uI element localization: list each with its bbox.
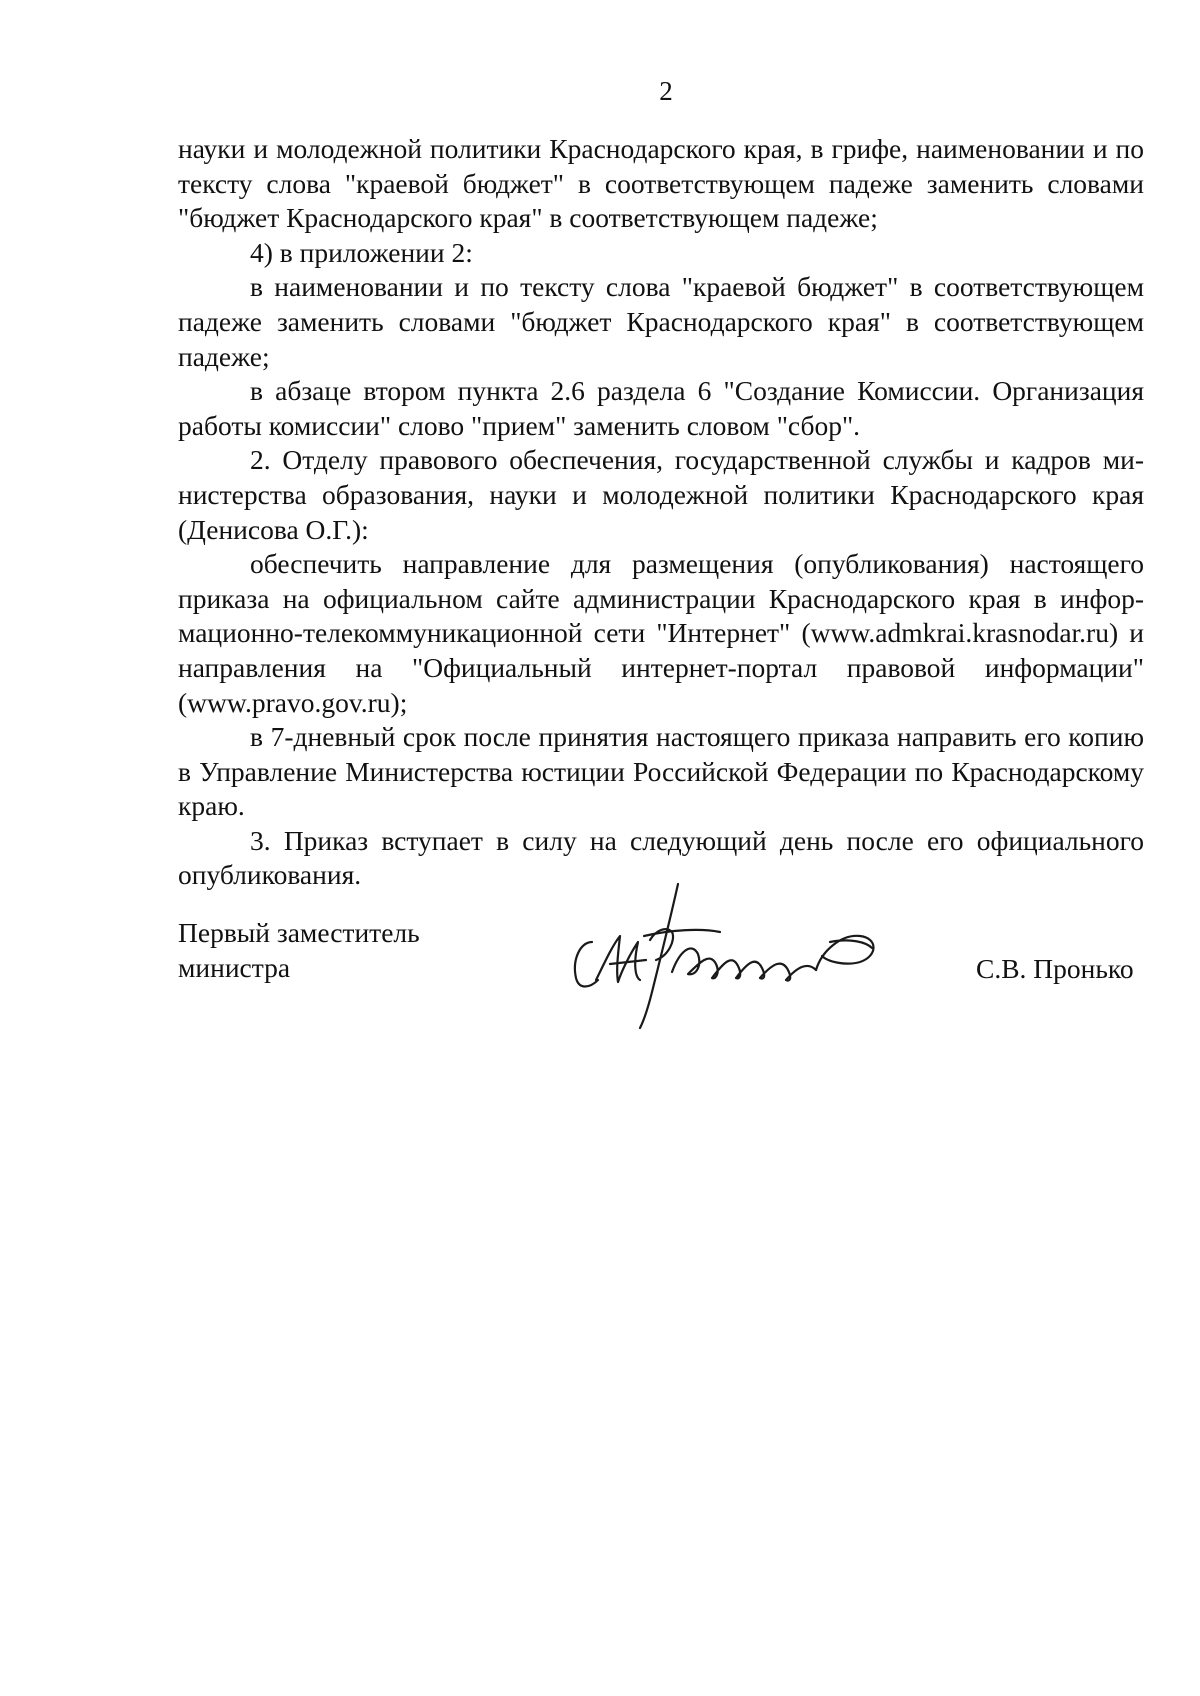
document-body <box>178 132 1144 893</box>
paragraph-1: науки и молодежной политики Краснодарского края, в грифе, наименовании и по тексту слова "краевой бюджет" в соответствующем падеже заменить словами "бюджет Краснодарского края" в соответствующем падеже; <box>178 133 1144 234</box>
paragraph-5: 2. Отделу правового обеспечения, государственной службы и кадров министерства образования, науки и молодежной политики Краснодарского края (Денисова О.Г.): <box>178 444 1144 545</box>
signatory-name: С.В. Пронько <box>976 953 1134 984</box>
signatory-position <box>178 916 420 985</box>
signatory-position-line-2: министра <box>178 951 291 983</box>
paragraph-8: 3. Приказ вступает в силу на следующий день после его официального опубликования. <box>178 824 1144 891</box>
signatory-position-line-1: Первый заместитель <box>178 917 420 948</box>
paragraph-6: обеспечить направление для размещения (опубликования) настоящего приказа на официальном сайте администрации Краснодарского края в информационно-телекоммуникационной сети "Интернет" (www.admkrai.krasnodar.ru) и направления на "Официальный интернет-портал правовой информации" (www.pravo.gov.ru); <box>178 548 1144 718</box>
paragraph-4: в абзаце втором пункта 2.6 раздела 6 "Создание Комиссии. Организация работы комиссии" слово "прием" заменить словом "сбор". <box>178 375 1144 441</box>
paragraph-3: в наименовании и по тексту слова "краевой бюджет" в соответствующем падеже заменить словами "бюджет Краснодарского края" в соответствующем падеже; <box>178 271 1144 372</box>
paragraph-7: в 7-дневный срок после принятия настоящего приказа направить его копию в Управление Министерства юстиции Российской Федерации по Краснодарскому краю. <box>178 721 1144 822</box>
handwritten-signature-icon <box>560 880 920 1030</box>
page-number: 2 <box>659 76 673 106</box>
paragraph-2: 4) в приложении 2: <box>250 236 473 268</box>
